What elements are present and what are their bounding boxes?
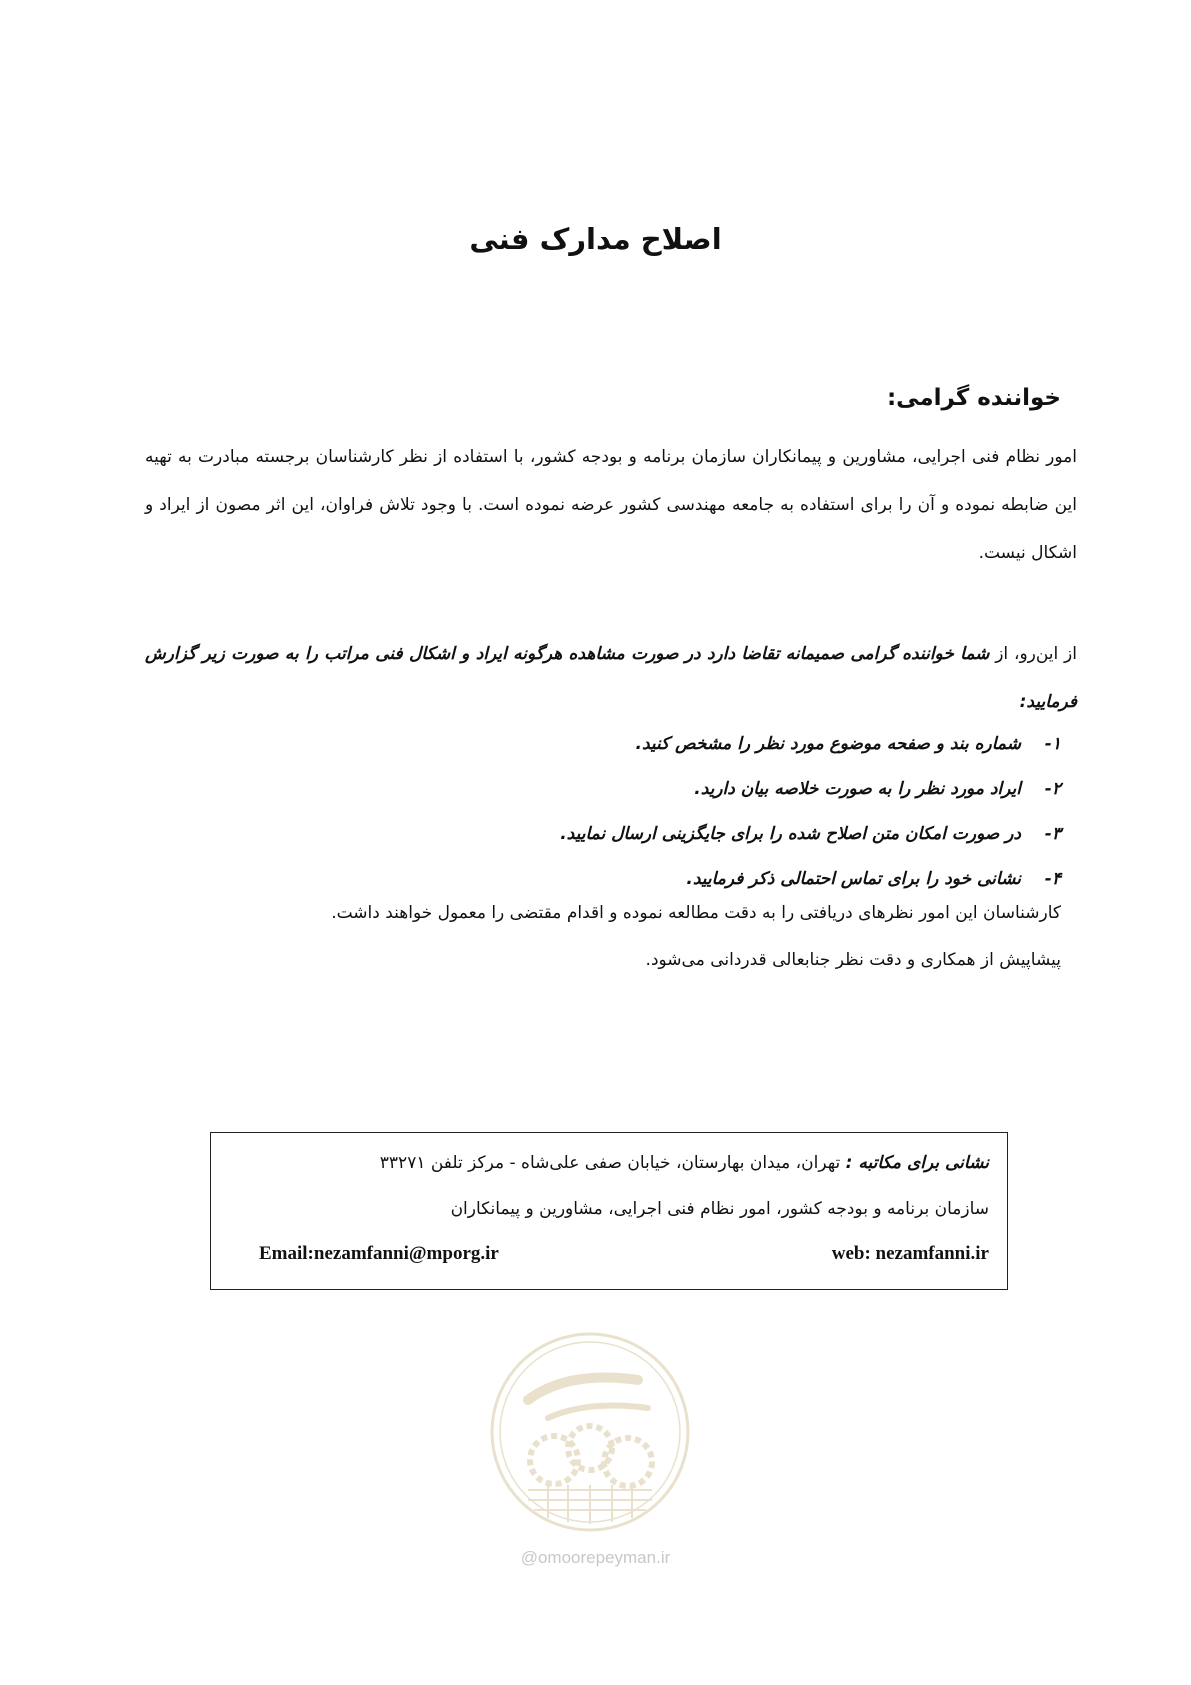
request-paragraph-emphasis: شما خواننده گرامی صمیمانه تقاضا دارد در صورت مشاهده هرگونه ایراد و اشکال فنی مراتب را به صورت زیر گزارش فرمایید: [145, 644, 1077, 712]
watermark-seal-logo [488, 1330, 692, 1534]
closing-line-1: کارشناسان این امور نظرهای دریافتی را به دقت مطالعه نموده و اقدام مقتضی را معمول خواهند داشت. [331, 903, 1061, 923]
intro-paragraph: امور نظام فنی اجرایی، مشاورین و پیمانکاران سازمان برنامه و بودجه کشور، با استفاده از نظر کارشناسان برجسته مبادرت به تهیه این ضابطه نموده و آن را برای استفاده به جامعه مهندسی کشور عرضه نموده است. با وجود تلاش فراوان، این اثر مصون از ایراد و اشکال نیست. [145, 447, 1077, 563]
contact-address: تهران، میدان بهارستان، خیابان صفی علی‌شاه - مرکز تلفن ۳۳۲۷۱ [379, 1153, 841, 1173]
list-item-text: در صورت امکان متن اصلاح شده را برای جایگزینی ارسال نمایید. [560, 824, 1021, 844]
list-item [560, 722, 1061, 767]
list-item-text: ایراد مورد نظر را به صورت خلاصه بیان دارید. [694, 779, 1021, 799]
list-item-number: ۱- [1044, 734, 1061, 754]
contact-address-line [380, 1153, 989, 1173]
contact-box [210, 1132, 1008, 1290]
list-item [560, 812, 1061, 857]
watermark-handle: @omoorepeyman.ir [520, 1548, 671, 1567]
contact-label: نشانی برای مکاتبه : [845, 1153, 989, 1173]
seal-logo-icon [488, 1330, 692, 1534]
list-item-number: ۴- [1044, 869, 1061, 889]
list-item-number: ۲- [1044, 779, 1061, 799]
closing-line-2: پیشاپیش از همکاری و دقت نظر جنابعالی قدردانی می‌شود. [645, 950, 1061, 970]
list-item-text: شماره بند و صفحه موضوع مورد نظر را مشخص کنید. [635, 734, 1021, 754]
contact-organization: سازمان برنامه و بودجه کشور، امور نظام فنی اجرایی، مشاورین و پیمانکاران [450, 1199, 989, 1219]
request-paragraph [145, 630, 1077, 726]
report-instructions-list [560, 722, 1061, 902]
email-link[interactable]: Email:nezamfanni@mporg.ir [259, 1243, 499, 1264]
page-title: اصلاح مدارک فنی [469, 222, 722, 256]
greeting-heading: خواننده گرامی: [886, 385, 1061, 411]
request-paragraph-prefix: از این‌رو، از [995, 644, 1077, 664]
website-link[interactable]: web: nezamfanni.ir [831, 1243, 989, 1264]
list-item-text: نشانی خود را برای تماس احتمالی ذکر فرمایید. [686, 869, 1021, 889]
list-item [560, 767, 1061, 812]
list-item-number: ۳- [1044, 824, 1061, 844]
list-item [560, 857, 1061, 902]
